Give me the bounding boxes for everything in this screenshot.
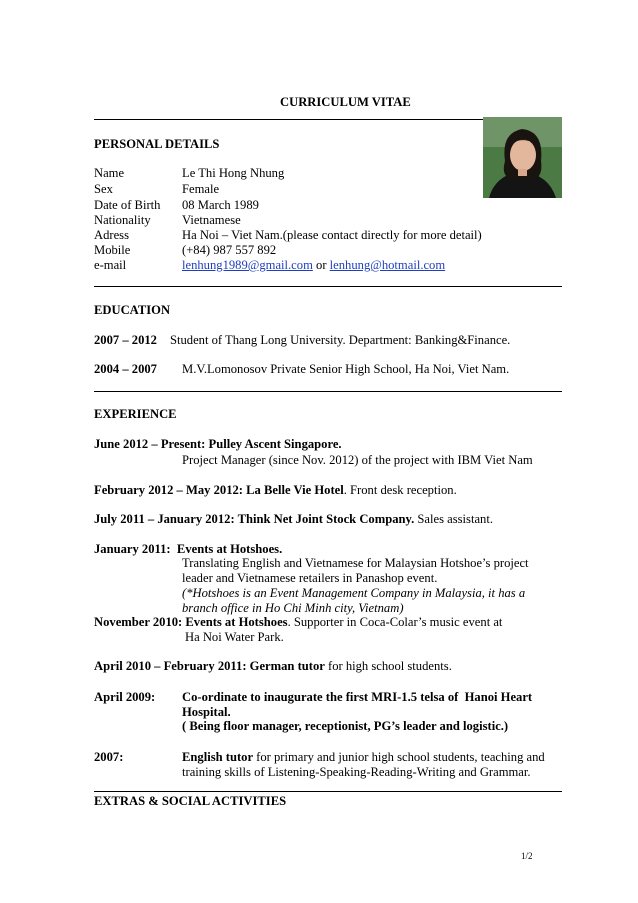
email-link-gmail[interactable]: lenhung1989@gmail.com bbox=[182, 258, 313, 272]
page-number: 1/2 bbox=[521, 851, 533, 861]
value-name: Le Thi Hong Nhung bbox=[182, 166, 285, 180]
experience-entry-detail: Ha Noi Water Park. bbox=[185, 630, 284, 644]
experience-entry-detail: leader and Vietnamese retailers in Panashop event. bbox=[182, 571, 438, 585]
experience-entry-note: branch office in Ho Chi Minh city, Vietnam) bbox=[182, 601, 404, 615]
experience-entry-detail: Sales assistant. bbox=[414, 512, 493, 526]
experience-entry-heading: February 2012 – May 2012: La Belle Vie Hotel bbox=[94, 483, 344, 497]
email-line bbox=[182, 258, 445, 273]
education-text: M.V.Lomonosov Private Senior High School, Ha Noi, Viet Nam. bbox=[182, 362, 510, 376]
experience-entry-detail: . Supporter in Coca-Colar’s music event at bbox=[287, 615, 503, 629]
experience-entry-date: April 2009: bbox=[94, 690, 156, 704]
experience-entry bbox=[94, 659, 452, 674]
label-name: Name bbox=[94, 166, 125, 180]
experience-entry bbox=[94, 512, 493, 527]
label-nationality: Nationality bbox=[94, 213, 151, 227]
education-years: 2007 – 2012 bbox=[94, 333, 157, 347]
experience-entry-detail: training skills of Listening-Speaking-Reading-Writing and Grammar. bbox=[182, 765, 531, 779]
section-heading-education: EDUCATION bbox=[94, 303, 171, 317]
experience-entry-heading: June 2012 – Present: Pulley Ascent Singapore. bbox=[94, 437, 342, 451]
education-text: Student of Thang Long University. Department: Banking&Finance. bbox=[170, 333, 511, 347]
experience-entry-date: 2007: bbox=[94, 750, 124, 764]
experience-entry-heading: Hospital. bbox=[182, 705, 231, 719]
section-heading-personal: PERSONAL DETAILS bbox=[94, 137, 220, 151]
experience-entry-heading: Co-ordinate to inaugurate the first MRI-1.5 telsa of Hanoi Heart bbox=[182, 690, 533, 704]
experience-entry-heading: English tutor bbox=[182, 750, 254, 764]
experience-entry-heading: July 2011 – January 2012: Think Net Joint Stock Company. bbox=[94, 512, 415, 526]
experience-entry bbox=[182, 750, 545, 765]
label-address: Adress bbox=[94, 228, 129, 242]
education-years: 2004 – 2007 bbox=[94, 362, 157, 376]
profile-photo bbox=[483, 117, 562, 198]
experience-entry-detail: Translating English and Vietnamese for Malaysian Hotshoe’s project bbox=[182, 556, 529, 570]
value-nationality: Vietnamese bbox=[182, 213, 241, 227]
label-mobile: Mobile bbox=[94, 243, 131, 257]
portrait-image bbox=[483, 117, 562, 198]
experience-entry-heading: April 2010 – February 2011: German tutor bbox=[94, 659, 325, 673]
document-title: CURRICULUM VITAE bbox=[280, 95, 411, 109]
experience-entry-note: (*Hotshoes is an Event Management Company in Malaysia, it has a bbox=[182, 586, 526, 600]
experience-entry-detail: . Front desk reception. bbox=[343, 483, 457, 497]
experience-entry-detail: for primary and junior high school students, teaching and bbox=[253, 750, 545, 764]
label-email: e-mail bbox=[94, 258, 127, 272]
experience-entry-heading: November 2010: Events at Hotshoes bbox=[94, 615, 288, 629]
experience-entry-detail: ( Being floor manager, receptionist, PG’s leader and logistic.) bbox=[182, 719, 509, 733]
divider bbox=[94, 286, 562, 287]
email-link-hotmail[interactable]: lenhung@hotmail.com bbox=[329, 258, 446, 272]
section-heading-extras: EXTRAS & SOCIAL ACTIVITIES bbox=[94, 794, 287, 808]
value-address: Ha Noi – Viet Nam.(please contact directly for more detail) bbox=[182, 228, 482, 242]
experience-entry-detail: Project Manager (since Nov. 2012) of the project with IBM Viet Nam bbox=[182, 453, 533, 467]
divider bbox=[94, 791, 562, 792]
experience-entry bbox=[94, 615, 502, 630]
divider bbox=[94, 391, 562, 392]
label-dob: Date of Birth bbox=[94, 198, 161, 212]
experience-entry-heading: January 2011: Events at Hotshoes. bbox=[94, 542, 283, 556]
experience-entry bbox=[94, 483, 457, 498]
email-separator: or bbox=[312, 258, 330, 272]
value-sex: Female bbox=[182, 182, 220, 196]
label-sex: Sex bbox=[94, 182, 113, 196]
value-dob: 08 March 1989 bbox=[182, 198, 259, 212]
section-heading-experience: EXPERIENCE bbox=[94, 407, 177, 421]
divider bbox=[94, 119, 484, 120]
experience-entry-detail: for high school students. bbox=[324, 659, 452, 673]
value-mobile: (+84) 987 557 892 bbox=[182, 243, 277, 257]
